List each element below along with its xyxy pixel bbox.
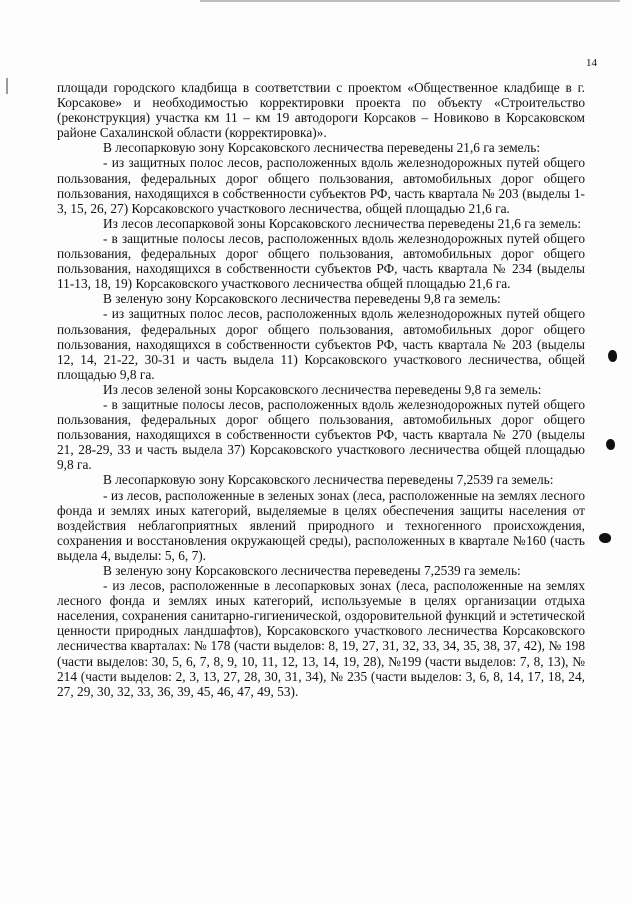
- scan-edge-line: [200, 0, 620, 2]
- body-text: [57, 80, 585, 699]
- paragraph: - в защитные полосы лесов, расположенных вдоль железнодорожных путей общего пользования, федеральных дорог общего пользования, автомобильных дорог общего пользования, находящихся в собственности субъектов РФ, часть квартала № 234 (выделы 11-13, 18, 19) Корсаковского участкового лесничества общей площадью 21,6 га.: [57, 230, 585, 292]
- paragraph: Из лесов лесопарковой зоны Корсаковского лесничества переведены 21,6 га земель:: [103, 215, 582, 231]
- paragraph: В лесопарковую зону Корсаковского лесничества переведены 7,2539 га земель:: [103, 472, 554, 488]
- punch-hole-mark: [608, 350, 617, 362]
- paragraph: В зеленую зону Корсаковского лесничества переведены 9,8 га земель:: [103, 291, 501, 307]
- paragraph: В зеленую зону Корсаковского лесничества переведены 7,2539 га земель:: [103, 563, 521, 578]
- scan-margin-mark: [6, 78, 8, 94]
- punch-hole-mark: [606, 439, 615, 450]
- page-number: 14: [586, 57, 597, 69]
- paragraph: Из лесов зеленой зоны Корсаковского лесничества переведены 9,8 га земель:: [103, 381, 542, 397]
- paragraph: В лесопарковую зону Корсаковского лесничества переведены 21,6 га земель:: [103, 140, 541, 156]
- paragraph: - в защитные полосы лесов, расположенных вдоль железнодорожных путей общего пользования, федеральных дорог общего пользования, автомобильных дорог общего пользования, находящихся в собственности субъектов РФ, часть квартала № 270 (выделы 21, 28-29, 33 и часть выдела 37) Корсаковского участкового лесничества общей площадью 9,8 га.: [57, 396, 585, 473]
- paragraph: - из лесов, расположенные в зеленых зонах (леса, расположенные на землях лесного фонда и землях иных категорий, выделяемые в целях обеспечения защиты населения от воздействия неблагоприятных явлений природного и техногенного происхождения, сохранения и восстановления окружающей среды), расположенных в квартале №160 (часть выдела 4, выделы: 5, 6, 7).: [57, 487, 585, 563]
- punch-hole-mark: [599, 533, 611, 543]
- paragraph: - из защитных полос лесов, расположенных вдоль железнодорожных путей общего пользования, федеральных дорог общего пользования, автомобильных дорог общего пользования, находящихся в собственности субъектов РФ, часть квартала № 203 (выделы 1-3, 15, 26, 27) Корсаковского участкового лесничества, общей площадью 21,6 га.: [57, 155, 585, 216]
- paragraph: - из защитных полос лесов, расположенных вдоль железнодорожных путей общего пользования, федеральных дорог общего пользования, автомобильных дорог общего пользования, находящихся в собственности субъектов РФ, часть квартала № 203 (выделы 12, 14, 21-22, 30-31 и часть выдела 11) Корсаковского участкового лесничества, общей площадью 9,8 га.: [57, 306, 585, 382]
- paragraph: площади городского кладбища в соответствии с проектом «Общественное кладбище в г. Корсакове» и необходимостью корректировки проекта по объекту «Строительство (реконструкция) участка км 11 – км 19 автодороги Корсаков – Новиково в Корсаковском районе Сахалинской области (корректировка)».: [57, 80, 585, 141]
- paragraph: - из лесов, расположенные в лесопарковых зонах (леса, расположенные на землях лесного фонда и землях иных категорий, используемые в целях организации отдыха населения, сохранения санитарно-гигиенической, оздоровительной функций и эстетической ценности природных ландшафтов), Корсаковского участкового лесничества Корсаковского лесничества кварталах: № 178 (части выделов: 8, 19, 27, 31, 32, 33, 34, 35, 38, 37, 42), № 198 (части выделов: 30, 5, 6, 7, 8, 9, 10, 11, 12, 13, 14, 19, 28), №199 (части выделов: 7, 8, 13), № 214 (части выделов: 2, 3, 13, 27, 28, 30, 31, 34), № 235 (части выделов: 3, 6, 8, 14, 17, 18, 24, 27, 29, 30, 32, 33, 36, 39, 45, 46, 47, 49, 53).: [57, 578, 585, 699]
